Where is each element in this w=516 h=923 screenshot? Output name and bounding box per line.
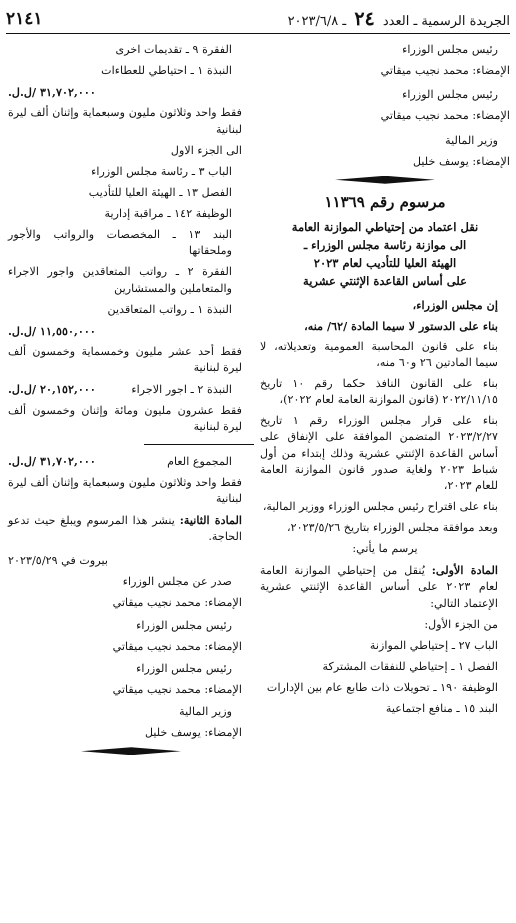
decree-title: مرسوم رقم ١١٣٦٩ xyxy=(324,192,446,211)
budget-part: من الجزء الأول: xyxy=(424,617,498,631)
budget-chapter: الباب ٣ ـ رئاسة مجلس الوزراء xyxy=(91,164,232,178)
budget-item: البند ١٣ ـ المخصصات والرواتب والأجور وملحقاتها xyxy=(8,228,232,258)
signatory-role: رئيس مجلس الوزراء xyxy=(402,43,498,56)
clause-amount-row xyxy=(8,381,254,398)
amount-in-words: فقط واحد وثلاثون مليون وسبعماية وإثنان ألف ليرة لبنانية xyxy=(8,106,242,136)
legal-basis: بناء على الدستور لا سيما المادة /٦٢/ منه، xyxy=(304,318,498,333)
budget-item: البند ١٥ ـ منافع اجتماعية xyxy=(385,702,498,716)
decree-subtitle-line: الهيئة العليا للتأديب لعام ٢٠٢٣ xyxy=(313,255,457,270)
section-divider xyxy=(81,747,181,755)
decrees-clause: يرسم ما يأتي: xyxy=(352,542,418,556)
page-header xyxy=(0,0,516,34)
amount: ٣١,٧٠٢,٠٠٠ /ل.ل. xyxy=(8,85,96,100)
total-in-words: فقط واحد وثلاثون مليون وسبعماية وإثنان ألف ليرة لبنانية xyxy=(8,475,242,505)
decree-subtitle-line: نقل اعتماد من إحتياطي الموازنة العامة xyxy=(291,220,479,235)
budget-paragraph: الفقرة ٢ ـ رواتب المتعاقدين واجور الاجراء والمتعاملين والمستشارين xyxy=(8,265,232,295)
article-one xyxy=(260,562,510,611)
article-one-label: المادة الأولى: xyxy=(431,563,498,578)
total-label: المجموع العام xyxy=(167,454,232,468)
budget-clause: النبذة ١ ـ احتياطي للعطاءات xyxy=(101,64,232,78)
article-two xyxy=(8,512,254,545)
right-column xyxy=(260,42,510,722)
total-row xyxy=(8,453,254,470)
decree-subtitle-line: على أساس القاعدة الإثنتي عشرية xyxy=(303,273,467,288)
legal-basis: بناء على القانون النافذ حكما رقم ١٠ تاريخ ٢٠٢٢/١١/١٥ (قانون الموازنة العامة لعام ٢٠٢٢)، xyxy=(260,377,498,407)
header-rule xyxy=(6,33,510,34)
article-one-text: يُنقل من إحتياطي الموازنة العامة لعام ٢٠٢٣ على أساس القاعدة الإثنتي عشرية الإعتماد التالي: xyxy=(260,564,498,610)
total-rule xyxy=(144,444,254,445)
issued-by: صدر عن مجلس الوزراء xyxy=(122,575,232,589)
signatory-role: رئيس مجلس الوزراء xyxy=(136,661,232,675)
signatory-name: الإمضاء: يوسف خليل xyxy=(144,726,242,740)
decree-subtitle-line: الى موازنة رئاسة مجلس الوزراء ـ xyxy=(303,238,467,253)
budget-clause: النبذة ١ ـ رواتب المتعاقدين xyxy=(107,302,232,316)
left-column xyxy=(8,42,254,761)
budget-function: الوظيفة ١٤٢ ـ مراقبة إدارية xyxy=(104,207,232,220)
article-two-text: ينشر هذا المرسوم ويبلغ حيث تدعو الحاجة. xyxy=(8,513,242,543)
budget-chapter: الباب ٢٧ ـ إحتياطي الموازنة xyxy=(369,638,498,652)
signatory-name: الإمضاء: محمد نجيب ميقاتي xyxy=(380,64,510,78)
signatory-role: وزير المالية xyxy=(445,133,498,147)
budget-clause: النبذة ٢ ـ اجور الاجراء xyxy=(131,383,232,397)
place-date: بيروت في ٢٠٢٣/٥/٢٩ xyxy=(8,554,108,568)
signatory-role: وزير المالية xyxy=(179,705,232,718)
legal-basis: بناء على قرار مجلس الوزراء رقم ١ تاريخ ٢٠٢٣/٢/٢٧ المتضمن الموافقة على الإنفاق على أساس القاعدة الإثنتي عشرية وذلك إبتداء من أول شباط ٢٠٢٣ ولغاية صدور قانون الموازنة العامة للعام ٢٠٢٣، xyxy=(260,414,498,492)
signatory-role: رئيس مجلس الوزراء xyxy=(402,88,498,102)
decree-opening: إن مجلس الوزراء، xyxy=(412,297,498,312)
budget-part: الى الجزء الاول xyxy=(170,143,242,157)
budget-function: الوظيفة ١٩٠ ـ تحويلات ذات طابع عام بين الإدارات xyxy=(266,681,498,695)
amount: ٢٠,١٥٢,٠٠٠ /ل.ل. xyxy=(8,382,96,397)
amount-in-words: فقط عشرون مليون ومائة وإثنان وخمسون ألف ليرة لبنانية xyxy=(8,404,242,434)
budget-section: الفصل ١٣ ـ الهيئة العليا للتأديب xyxy=(88,185,232,199)
amount-in-words: فقط أحد عشر مليون وخمسماية وخمسون ألف ليرة لبنانية xyxy=(8,344,242,374)
signatory-name: الإمضاء: محمد نجيب ميقاتي xyxy=(112,596,242,610)
legal-basis: بناء على اقتراح رئيس مجلس الوزراء ووزير المالية، xyxy=(262,499,498,513)
page-number: ٢١٤١ xyxy=(6,9,43,29)
signatory-name: الإمضاء: محمد نجيب ميقاتي xyxy=(380,109,510,123)
signatory-name: الإمضاء: محمد نجيب ميقاتي xyxy=(112,682,242,696)
total-amount: ٣١,٧٠٢,٠٠٠ /ل.ل. xyxy=(8,453,96,468)
amount: ١١,٥٥٠,٠٠٠ /ل.ل. xyxy=(8,323,96,338)
signatory-role: رئيس مجلس الوزراء xyxy=(136,618,232,632)
decree-subtitle xyxy=(260,219,510,290)
gazette-date: ـ ٢٠٢٣/٦/٨ xyxy=(287,14,347,29)
issue-number: ٢٤ xyxy=(354,8,375,30)
legal-basis: وبعد موافقة مجلس الوزراء بتاريخ ٢٠٢٣/٥/٢٦، xyxy=(287,521,498,535)
article-two-label: المادة الثانية: xyxy=(179,512,242,527)
signatory-name: الإمضاء: محمد نجيب ميقاتي xyxy=(112,639,242,653)
budget-paragraph: الفقرة ٩ ـ تقديمات اخرى xyxy=(115,43,232,56)
signatory-name: الإمضاء: يوسف خليل xyxy=(412,154,510,168)
section-divider xyxy=(335,176,435,184)
gazette-title-prefix: الجريدة الرسمية ـ العدد xyxy=(382,14,510,29)
legal-basis: بناء على قانون المحاسبة العمومية وتعديلاته، لا سيما المادتين ٢٦ و٦٠ منه، xyxy=(260,339,498,369)
gazette-title xyxy=(288,8,510,30)
budget-section: الفصل ١ ـ إحتياطي للنفقات المشتركة xyxy=(322,659,498,673)
